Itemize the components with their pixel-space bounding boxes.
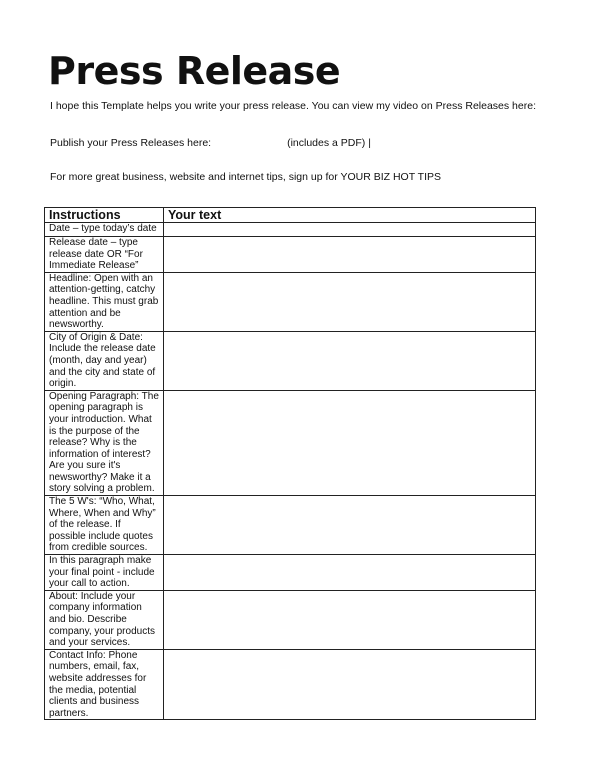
instruction-cell: Contact Info: Phone numbers, email, fax, website addresses for the media, potential clients and business partners.: [45, 649, 164, 720]
table-row: [45, 272, 536, 331]
table-row: [45, 237, 536, 273]
publish-suffix: (includes a PDF) |: [287, 137, 371, 149]
your-text-cell[interactable]: [164, 649, 536, 720]
your-text-cell[interactable]: [164, 272, 536, 331]
table-header-row: [45, 208, 536, 223]
instruction-cell: In this paragraph make your final point - include your call to action.: [45, 555, 164, 591]
your-text-cell[interactable]: [164, 590, 536, 649]
your-text-cell[interactable]: [164, 555, 536, 591]
instruction-cell: About: Include your company information and bio. Describe company, your products and your services.: [45, 590, 164, 649]
table-row: [45, 223, 536, 237]
instruction-cell: Release date – type release date OR “For Immediate Release”: [45, 237, 164, 273]
instruction-cell: Headline: Open with an attention-getting, catchy headline. This must grab attention and be newsworthy.: [45, 272, 164, 331]
tips-line: For more great business, website and internet tips, sign up for YOUR BIZ HOT TIPS: [50, 171, 442, 183]
instruction-cell: City of Origin & Date: Include the release date (month, day and year) and the city and state of origin.: [45, 331, 164, 390]
table-row: [45, 555, 536, 591]
table-row: [45, 496, 536, 555]
instruction-cell: Opening Paragraph: The opening paragraph is your introduction. What is the purpose of the release? Why is the information of interest? Are you sure it's newsworthy? Make it a story solving a problem.: [45, 390, 164, 495]
instruction-cell: Date – type today’s date: [45, 223, 164, 237]
intro-line: I hope this Template helps you write your press release. You can view my video on Press Releases here:: [50, 100, 536, 112]
publish-label: Publish your Press Releases here:: [50, 137, 212, 149]
your-text-cell[interactable]: [164, 496, 536, 555]
your-text-cell[interactable]: [164, 331, 536, 390]
header-your-text: Your text: [164, 208, 536, 223]
press-release-table: [44, 207, 536, 720]
instruction-cell: The 5 W's: “Who, What, Where, When and Why” of the release. If possible include quotes from credible sources.: [45, 496, 164, 555]
header-instructions: Instructions: [45, 208, 164, 223]
table-row: [45, 590, 536, 649]
table-row: [45, 331, 536, 390]
your-text-cell[interactable]: [164, 390, 536, 495]
table-row: [45, 390, 536, 495]
your-text-cell[interactable]: [164, 223, 536, 237]
page-title: Press Release: [48, 49, 341, 93]
your-text-cell[interactable]: [164, 237, 536, 273]
table-row: [45, 649, 536, 720]
publish-line: [50, 137, 371, 149]
